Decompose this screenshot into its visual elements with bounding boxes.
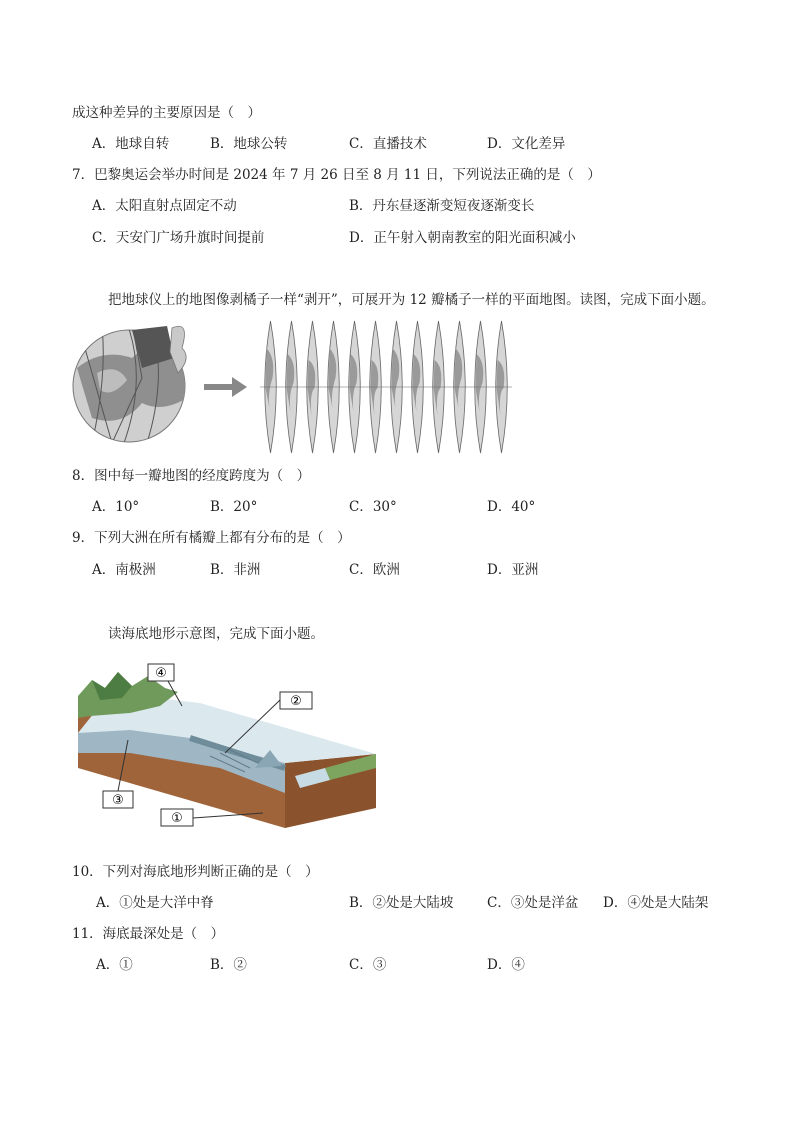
q8-option-d: D．40° [487,499,536,515]
svg-text:③: ③ [112,793,124,808]
q9-option-d: D．亚洲 [487,562,539,578]
q6-option-b: B．地球公转 [210,136,288,152]
q10-option-a: A．①处是大洋中脊 [96,895,214,911]
q6-option-d: D．文化差异 [487,136,566,152]
q11-option-c: C．③ [349,957,387,973]
q11-stem: 11．海底最深处是（ ） [72,926,225,942]
q6-option-a: A．地球自转 [92,136,170,152]
q8-option-a: A．10° [92,499,140,515]
q8-option-c: C．30° [349,499,397,515]
q6-stem-tail: 成这种差异的主要原因是（ ） [72,105,261,121]
q9-option-c: C．欧洲 [349,562,400,578]
q9-stem: 9．下列大洲在所有橘瓣上都有分布的是（ ） [72,530,351,546]
q10-stem: 10．下列对海底地形判断正确的是（ ） [72,864,319,880]
q11-option-d: D．④ [487,957,525,973]
orange-peel-intro: 把地球仪上的地图像剥橘子一样“剥开”，可展开为 12 瓣橘子一样的平面地图。读图，完成下面小题。 [108,292,715,308]
svg-text:①: ① [171,811,183,826]
q8-option-b: B．20° [210,499,258,515]
seafloor-intro: 读海底地形示意图，完成下面小题。 [108,626,324,642]
seafloor-figure [70,658,382,830]
q7-option-a: A．太阳直射点固定不动 [92,198,237,214]
q6-option-c: C．直播技术 [349,136,427,152]
svg-text:④: ④ [155,666,167,681]
q11-option-a: A．① [96,957,133,973]
q7-option-c: C．天安门广场升旗时间提前 [92,230,265,246]
q10-option-c: C．③处是洋盆 [487,895,579,911]
orange-peel-figure [72,318,522,458]
q9-option-b: B．非洲 [210,562,261,578]
globe-illustration [73,323,187,443]
q11-option-b: B．② [210,957,247,973]
q7-stem: 7．巴黎奥运会举办时间是 2024 年 7 月 26 日至 8 月 11 日，下列说法正确的是（ ） [72,167,601,183]
q7-option-b: B．丹东昼逐渐变短夜逐渐变长 [349,198,535,214]
q10-option-b: B．②处是大陆坡 [349,895,454,911]
q10-option-d: D．④处是大陆架 [603,895,709,911]
q8-stem: 8．图中每一瓣地图的经度跨度为（ ） [72,468,311,484]
unfold-arrow-icon [204,377,247,397]
q7-option-d: D．正午射入朝南教室的阳光面积减小 [349,230,576,246]
q9-option-a: A．南极洲 [92,562,156,578]
svg-text:②: ② [290,694,302,709]
